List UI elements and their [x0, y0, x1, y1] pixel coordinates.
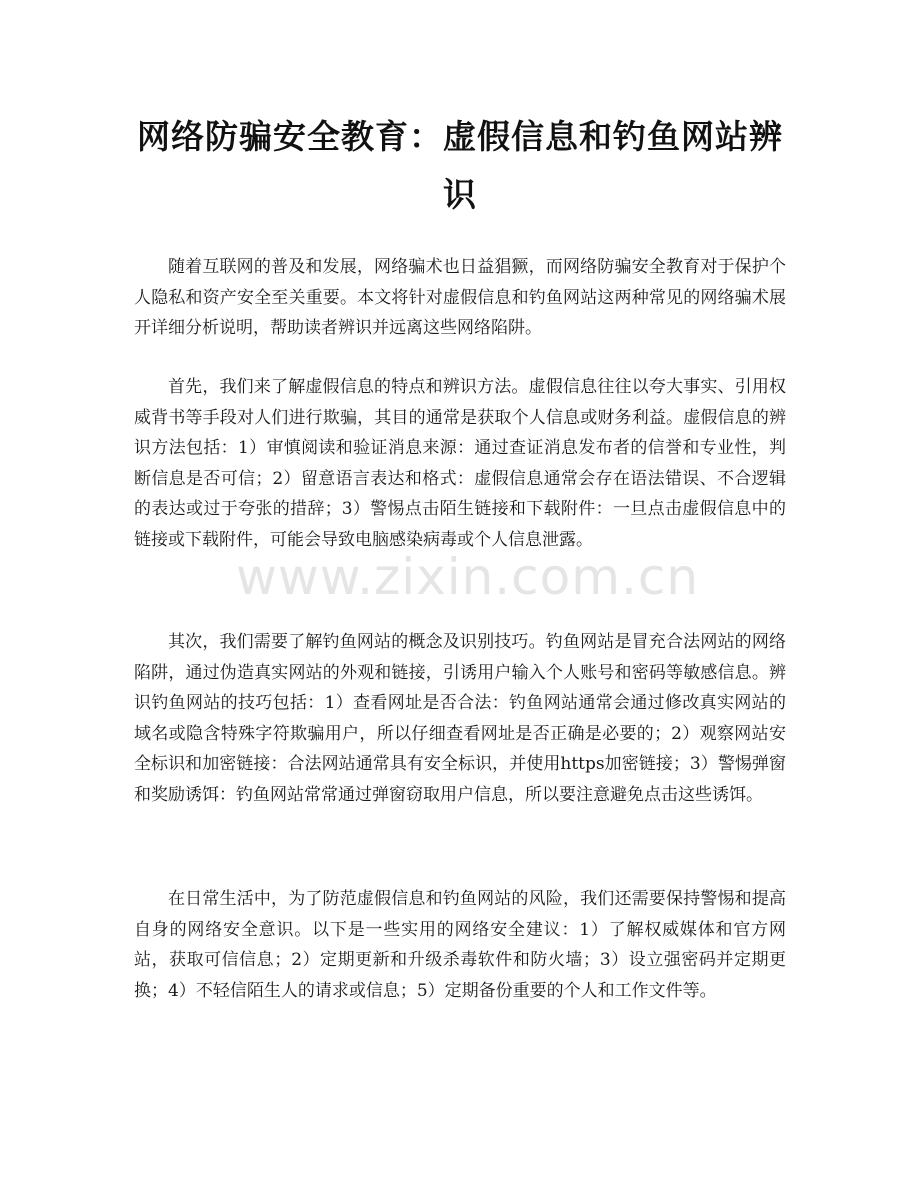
document-title: 网络防骗安全教育：虚假信息和钓鱼网站辨识	[137, 117, 783, 214]
paragraph-false-info: 首先，我们来了解虚假信息的特点和辨识方法。虚假信息往往以夸大事实、引用权威背书等手段对人们进行欺骗，其目的通常是获取个人信息或财务利益。虚假信息的辨识方法包括：1）审慎阅读和验证消息来源：通过查证消息发布者的信誉和专业性，判断信息是否可信；2）留意语言表达和格式：虚假信息通常会存在语法错误、不合逻辑的表达或过于夸张的措辞；3）警惕点击陌生链接和下载附件：一旦点击虚假信息中的链接或下载附件，可能会导致电脑感染病毒或个人信息泄露。	[134, 377, 786, 550]
watermark: www.zixin.com.cn	[236, 548, 700, 606]
paragraph-daily-advice: 在日常生活中，为了防范虚假信息和钓鱼网站的风险，我们还需要保持警惕和提高自身的网络安全意识。以下是一些实用的网络安全建议：1）了解权威媒体和官方网站，获取可信信息；2）定期更新和升级杀毒软件和防火墙；3）设立强密码并定期更换；4）不轻信陌生人的请求或信息；5）定期备份重要的个人和工作文件等。	[134, 889, 786, 1001]
paragraph-intro: 随着互联网的普及和发展，网络骗术也日益猖獗，而网络防骗安全教育对于保护个人隐私和资产安全至关重要。本文将针对虚假信息和钓鱼网站这两种常见的网络骗术展开详细分析说明，帮助读者辨识并远离这些网络陷阱。	[134, 257, 786, 339]
paragraph-phishing: 其次，我们需要了解钓鱼网站的概念及识别技巧。钓鱼网站是冒充合法网站的网络陷阱，通过伪造真实网站的外观和链接，引诱用户输入个人账号和密码等敏感信息。辨识钓鱼网站的技巧包括：1）查看网址是否合法：钓鱼网站通常会通过修改真实网站的域名或隐含特殊字符欺骗用户，所以仔细查看网址是否正确是必要的；2）观察网站安全标识和加密链接：合法网站通常具有安全标识，并使用https加密链接；3）警惕弹窗和奖励诱饵：钓鱼网站常常通过弹窗窃取用户信息，所以要注意避免点击这些诱饵。	[134, 632, 786, 805]
